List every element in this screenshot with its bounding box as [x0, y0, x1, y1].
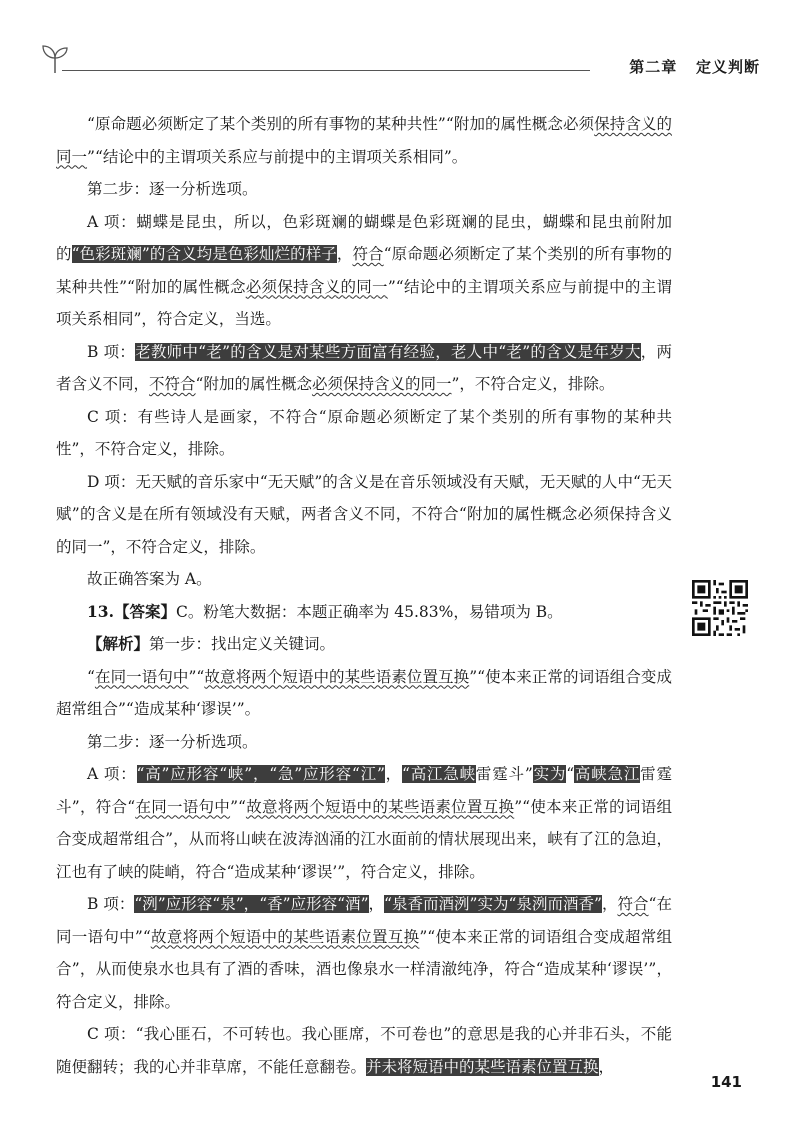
step-two-heading: 第二步：逐一分析选项。 [87, 180, 258, 198]
wavy-keyword: 必须保持含义的同一 [245, 277, 388, 296]
header-rule [62, 70, 590, 71]
paragraph-1: “原命题必须断定了某个类别的所有事物的某种共性”“附加的属性概念必须保持含义的同一”“结论中的主谓项关系应与前提中的主谓项关系相同”。 [56, 115, 672, 166]
option-b-analysis: B 项：老教师中“老”的含义是对某些方面富有经验，老人中“老”的含义是年岁大，两者含义不同，不符合“附加的属性概念必须保持含义的同一”，不符合定义，排除。 [56, 342, 672, 393]
highlight-text: “高江急峡 [401, 765, 476, 783]
section-label: 定义判断 [695, 58, 760, 76]
answer-tag: 13.【答案】 [87, 601, 176, 621]
highlight-text: 老教师中“老”的含义是对某些方面富有经验，老人中“老”的含义是年岁大 [135, 342, 641, 361]
wavy-keyword: 故意将两个短语中的某些语素位置互换 [245, 797, 515, 816]
option-a-analysis: A 项：蝴蝶是昆虫，所以，色彩斑斓的蝴蝶是色彩斑斓的昆虫，蝴蝶和昆虫前附加的“色彩斑斓”的含义均是色彩灿烂的样子，符合“原命题必须断定了某个类别的所有事物的某种共性”“附加的属性概念必须保持含义的同一”“结论中的主谓项关系应与前提中的主谓项关系相同”，符合定义，当选。 [56, 212, 672, 328]
wavy-keyword: 在同一语句中 [135, 797, 231, 816]
highlight-text: 实为 [532, 765, 567, 783]
step-two-heading-2: 第二步：逐一分析选项。 [87, 732, 258, 751]
explanation-body [56, 108, 672, 1083]
chapter-label: 第二章 [629, 58, 678, 76]
answer-conclusion: 故正确答案为 A。 [87, 570, 212, 588]
wavy-keyword: 在同一语句中 [94, 667, 189, 686]
highlight-text: “高”应形容“峡”，“急”应形容“江” [136, 765, 385, 783]
wavy-keyword: 必须保持含义的同一 [311, 375, 452, 393]
wavy-keyword: 保持含义的同一 [56, 115, 672, 166]
definition-keywords: “在同一语句中”“故意将两个短语中的某些语素位置互换”“使本来正常的词语组合变成超常组合”“造成某种‘谬误’”。 [56, 667, 672, 718]
wavy-keyword: 故意将两个短语中的某些语素位置互换 [150, 927, 420, 946]
chapter-title [629, 56, 760, 77]
highlight-text: “洌”应形容“泉”，“香”应形容“酒” [134, 895, 369, 913]
option-a-analysis-2: A 项：“高”应形容“峡”，“急”应形容“江”，“高江急峡雷霆斗”实为“高峡急江雷霆斗”，符合“在同一语句中”“故意将两个短语中的某些语素位置互换”“使本来正常的词语组合变成超常组合”，从而将山峡在波涛汹涌的江水面前的情状展现出来，峡有了江的急迫，江也有了峡的陡峭，符合“造成某种‘谬误’”，符合定义，排除。 [56, 765, 672, 881]
page-header [40, 40, 760, 82]
analysis-step-one: 【解析】第一步：找出定义关键词。 [87, 634, 336, 653]
wavy-keyword: 符合 [352, 245, 384, 263]
wavy-keyword: 故意将两个短语中的某些语素位置互换 [204, 667, 470, 686]
highlight-text: “色彩斑斓”的含义均是色彩灿烂的样子 [71, 245, 337, 263]
option-d-analysis: D 项：无天赋的音乐家中“无天赋”的含义是在音乐领域没有天赋，无天赋的人中“无天赋”的含义是在所有领域没有天赋，两者含义不同，不符合“附加的属性概念必须保持含义的同一”，不符合定义，排除。 [56, 472, 672, 556]
highlight-text: 并未将短语中的某些语素位置互换 [366, 1057, 599, 1076]
page-number: 141 [710, 1073, 742, 1091]
option-c-analysis-2: C 项：“我心匪石，不可转也。我心匪席，不可卷也”的意思是我的心并非石头，不能随便翻转；我的心并非草席，不能任意翻卷。并未将短语中的某些语素位置互换， [56, 1025, 672, 1076]
highlight-text: “泉香而酒洌”实为“泉洌而酒香” [384, 895, 602, 913]
option-c-analysis: C 项：有些诗人是画家，不符合“原命题必须断定了某个类别的所有事物的某种共性”，不符合定义，排除。 [56, 407, 672, 458]
qr-code-icon[interactable] [692, 580, 748, 636]
wavy-keyword: 符合 [617, 895, 649, 913]
wavy-keyword: 不符合 [149, 375, 196, 393]
sprout-icon [40, 40, 70, 74]
option-b-analysis-2: B 项：“洌”应形容“泉”，“香”应形容“酒”，“泉香而酒洌”实为“泉洌而酒香”，符合“在同一语句中”“故意将两个短语中的某些语素位置互换”“使本来正常的词语组合变成超常组合”，从而使泉水也具有了酒的香味，酒也像泉水一样清澈纯净，符合“造成某种‘谬误’”，符合定义，排除。 [56, 895, 672, 1011]
analysis-tag: 【解析】 [87, 634, 150, 653]
highlight-text: 高峡急江 [574, 765, 641, 783]
question-13-answer: 13.【答案】C。粉笔大数据：本题正确率为 45.83%，易错项为 B。 [87, 601, 563, 621]
